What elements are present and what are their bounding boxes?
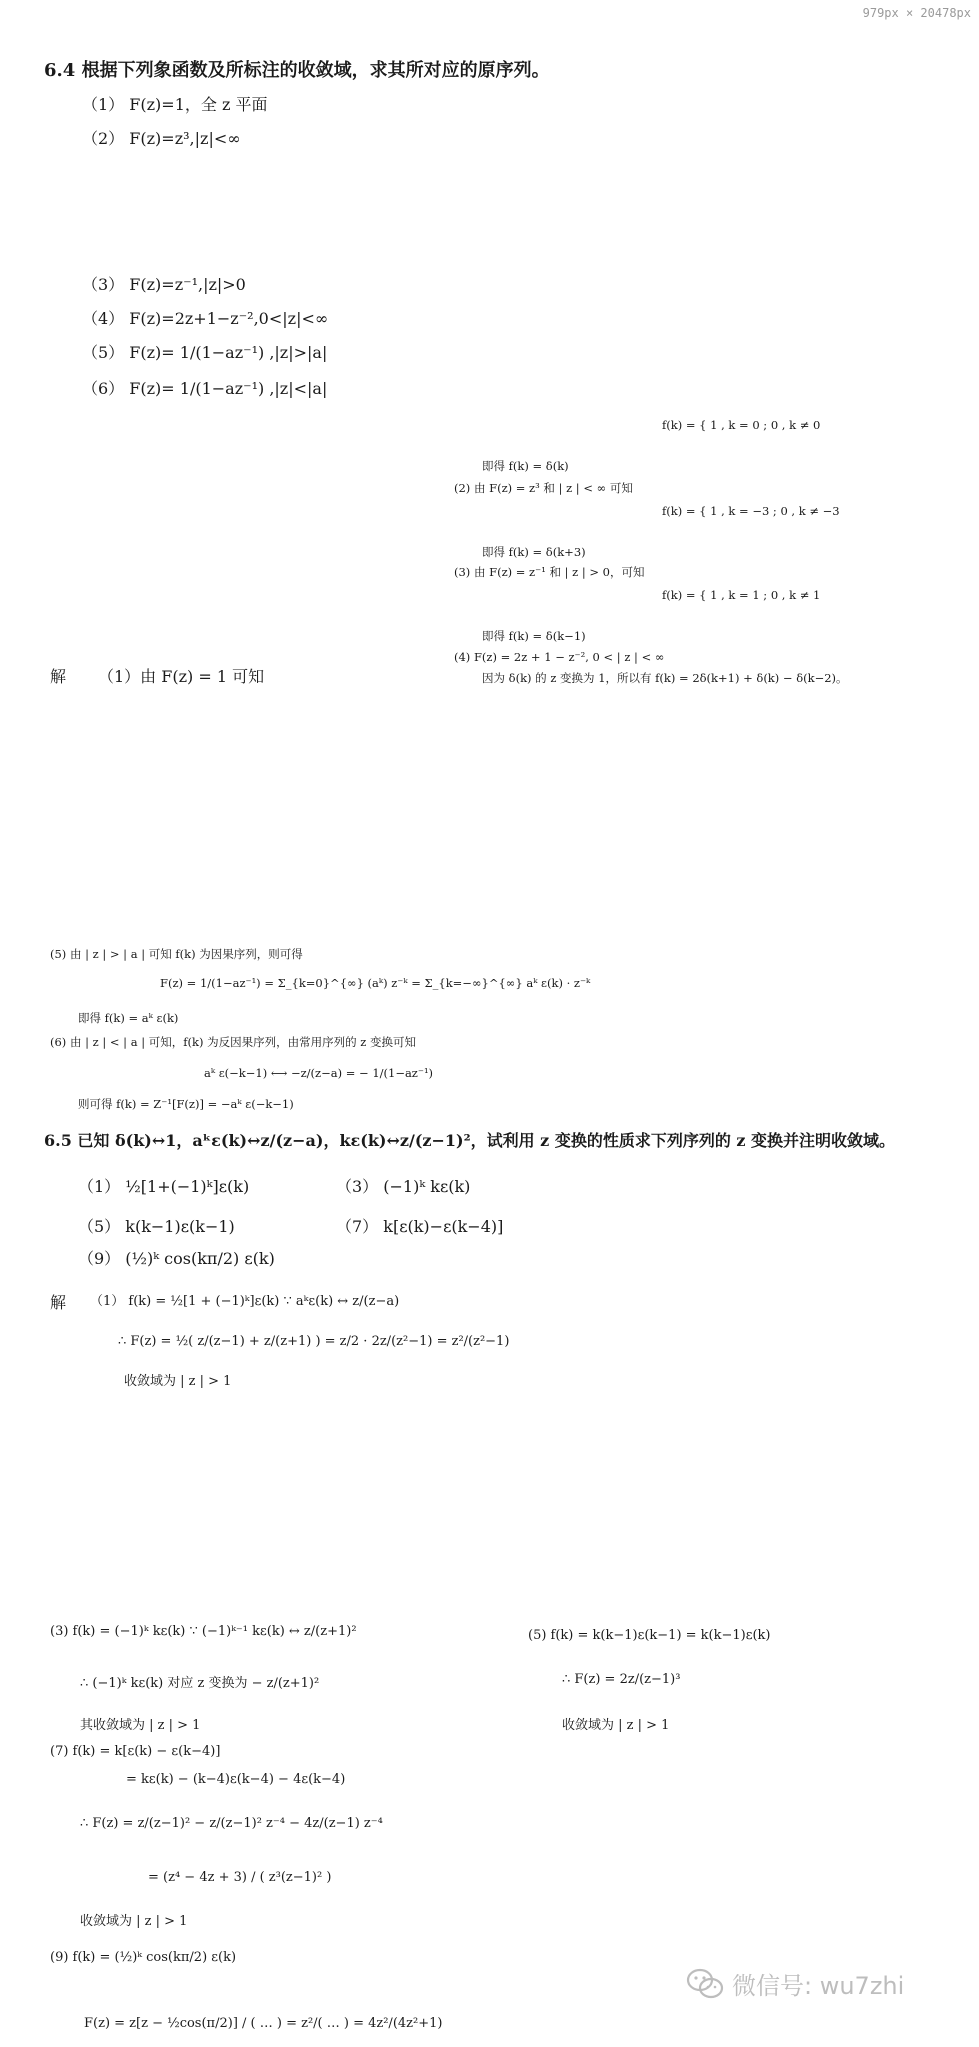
q65-sol3-line: 其收敛域为 | z | > 1 [80,1718,201,1733]
q65-sol1-line: ∴ F(z) = ½( z/(z−1) + z/(z+1) ) = z/2 · 2z/(z²−1) = z²/(z²−1) [118,1334,510,1349]
q65-sol5-line: 收敛域为 | z | > 1 [562,1718,670,1733]
q64-part56-line: 则可得 f(k) = Z⁻¹[F(z)] = −aᵏ ε(−k−1) [78,1097,294,1111]
q65-sol7-line: = kε(k) − (k−4)ε(k−4) − 4ε(k−4) [126,1772,346,1787]
q64-part56-line: aᵏ ε(−k−1) ⟷ −z/(z−a) = − 1/(1−az⁻¹) [204,1066,434,1080]
q64-item-3: （3） F(z)=z⁻¹,|z|>0 [82,275,246,294]
q64-right-line: f(k) = { 1 , k = −3 ; 0 , k ≠ −3 [662,504,840,518]
q64-right-line: 即得 f(k) = δ(k) [482,459,569,473]
q65-sol9-line: F(z) = z[z − ½cos(π/2)] / ( … ) = z²/( … ) = 4z²/(4z²+1) [84,2016,443,2031]
q64-item-2: （2） F(z)=z³,|z|<∞ [82,129,241,148]
q65-sol1-line: （1） f(k) = ½[1 + (−1)ᵏ]ε(k) ∵ aᵏε(k) ↔ z/(z−a) [90,1294,400,1309]
q65-title: 6.5 已知 δ(k)↔1，aᵏε(k)↔z/(z−a)，kε(k)↔z/(z−1)²，试利用 z 变换的性质求下列序列的 z 变换并注明收敛域。 [44,1131,896,1150]
q64-part56-line: F(z) = 1/(1−az⁻¹) = Σ_{k=0}^{∞} (aᵏ) z⁻ᵏ = Σ_{k=−∞}^{∞} aᵏ ε(k) · z⁻ᵏ [160,976,591,990]
q65-item-3: （3） (−1)ᵏ kε(k) [336,1177,471,1196]
q64-item-6: （6） F(z)= 1/(1−az⁻¹) ,|z|<|a| [82,379,328,398]
wechat-icon [686,1968,724,2000]
q65-sol7-line: = (z⁴ − 4z + 3) / ( z³(z−1)² ) [148,1870,332,1885]
q65-sol7-line: (7) f(k) = k[ε(k) − ε(k−4)] [50,1744,221,1759]
q65-sol9-line: (9) f(k) = (½)ᵏ cos(kπ/2) ε(k) [50,1950,237,1965]
q65-item-5: （5） k(k−1)ε(k−1) [78,1217,235,1236]
q65-solution-label: 解 [50,1293,67,1312]
q65-sol3-line: ∴ (−1)ᵏ kε(k) 对应 z 变换为 − z/(z+1)² [80,1676,320,1691]
q64-solution-label: 解 [50,667,67,686]
image-dimensions: 979px × 20478px [862,6,971,20]
watermark [686,1966,904,2001]
q65-item-7: （7） k[ε(k)−ε(k−4)] [336,1217,504,1236]
q65-item-1: （1） ½[1+(−1)ᵏ]ε(k) [78,1177,250,1196]
q65-sol5-line: ∴ F(z) = 2z/(z−1)³ [562,1672,681,1687]
q64-part56-line: (5) 由 | z | > | a | 可知 f(k) 为因果序列，则可得 [50,947,303,961]
q64-right-line: (3) 由 F(z) = z⁻¹ 和 | z | > 0，可知 [454,565,645,579]
q64-right-line: f(k) = { 1 , k = 0 ; 0 , k ≠ 0 [662,418,821,432]
q64-title: 6.4 根据下列象函数及所标注的收敛域，求其所对应的原序列。 [44,60,550,81]
q64-item-4: （4） F(z)=2z+1−z⁻²,0<|z|<∞ [82,309,329,328]
q65-sol7-line: 收敛域为 | z | > 1 [80,1914,188,1929]
q64-right-line: 即得 f(k) = δ(k−1) [482,629,586,643]
q64-part56-line: (6) 由 | z | < | a | 可知，f(k) 为反因果序列，由常用序列的 z 变换可知 [50,1035,416,1049]
q65-sol1-line: 收敛域为 | z | > 1 [124,1374,232,1389]
q64-right-line: f(k) = { 1 , k = 1 ; 0 , k ≠ 1 [662,588,821,602]
q65-sol7-line: ∴ F(z) = z/(z−1)² − z/(z−1)² z⁻⁴ − 4z/(z−1) z⁻⁴ [80,1816,383,1831]
q65-sol5-line: (5) f(k) = k(k−1)ε(k−1) = k(k−1)ε(k) [528,1628,771,1643]
q64-solution-first: （1）由 F(z) = 1 可知 [98,667,265,686]
q65-item-9: （9） (½)ᵏ cos(kπ/2) ε(k) [78,1249,275,1268]
watermark-text: 微信号: wu7zhi [732,1972,905,2000]
q64-item-5: （5） F(z)= 1/(1−az⁻¹) ,|z|>|a| [82,343,328,362]
q64-right-line: (4) F(z) = 2z + 1 − z⁻², 0 < | z | < ∞ [454,650,665,664]
q64-item-1: （1） F(z)=1，全 z 平面 [82,95,268,114]
q64-right-line: 因为 δ(k) 的 z 变换为 1，所以有 f(k) = 2δ(k+1) + δ(k) − δ(k−2)。 [482,671,848,685]
q65-sol3-line: (3) f(k) = (−1)ᵏ kε(k) ∵ (−1)ᵏ⁻¹ kε(k) ↔ z/(z+1)² [50,1624,357,1639]
q64-right-line: 即得 f(k) = δ(k+3) [482,545,586,559]
q64-right-line: (2) 由 F(z) = z³ 和 | z | < ∞ 可知 [454,481,633,495]
q64-part56-line: 即得 f(k) = aᵏ ε(k) [78,1011,179,1025]
